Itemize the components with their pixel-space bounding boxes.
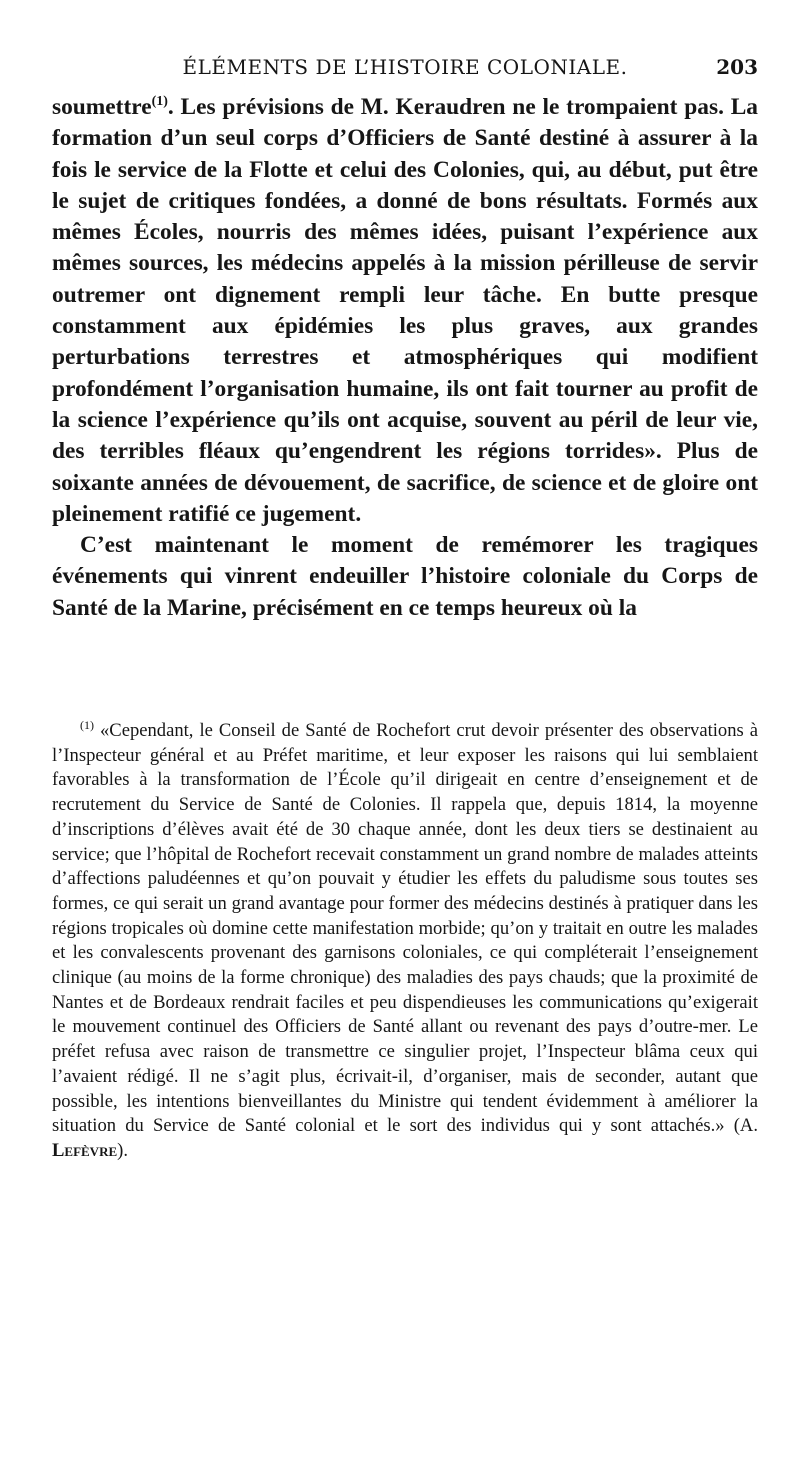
paragraph-1-start: soumettre <box>52 94 152 120</box>
running-head <box>52 52 758 82</box>
main-text <box>52 92 758 624</box>
footnote-1-author: Lefèvre <box>52 1139 118 1161</box>
footnote-1-marker: (1) <box>80 717 94 732</box>
footnote-1-text: «Cependant, le Conseil de Santé de Rochefort crut devoir présenter des observations à l’Inspecteur général et au Préfet maritime, et leur exposer les raisons qui lui semblaient favorables à la transformation de l’École qu’il dirigeait en centre d’enseignement et de recrutement du Service de Santé de Colonies. Il rappela que, depuis 1814, la moyenne d’inscriptions d’élèves avait été de 30 chaque année, dont les deux tiers se destinaient au service; que l’hôpital de Rochefort recevait constamment un grand nombre de malades atteints d’affections paludéennes et qu’on pouvait y étudier les effets du paludisme sous toutes ses formes, ce qui serait un grand avantage pour former des médecins destinés à pratiquer dans les régions tropicales où domine cette manifestation morbide; qu’on y traitait en outre les malades et les convalescents provenant des garnisons coloniales, ce qui compléterait l’enseignement clinique (au moins de la forme chronique) des maladies des pays chauds; que la proximité de Nantes et de Bordeaux rendrait faciles et peu dispendieuses les communications qu’exigerait le mouvement continuel des Officiers de Santé allant ou revenant des pays d’outre-mer. Le préfet refusa avec raison de transmettre ce singulier projet, l’Inspecteur blâma ceux qui l’avaient rédigé. Il ne s’agit plus, écrivait-il, d’organiser, mais de seconder, autant que possible, les intentions bienveillantes du Ministre qui tendent évidemment à améliorer la situation du Service de Santé colonial et le sort des individus qui y sont attachés.» (A. <box>52 720 758 1137</box>
paragraph-1-text: . Les prévisions de M. Keraudren ne le trompaient pas. La formation d’un seul corps d’Officiers de Santé destiné à assurer à la fois le service de la Flotte et celui des Colonies, qui, au début, put être le sujet de critiques fondées, a donné de bons résultats. Formés aux mêmes Écoles, nourris des mêmes idées, puisant l’expérience aux mêmes sources, les médecins appelés à la mission périlleuse de servir outremer ont dignement rempli leur tâche. En butte presque constamment aux épidémies les plus graves, aux grandes perturbations terrestres et atmosphériques qui modifient profondément l’organisation humaine, ils ont fait tourner au profit de la science l’expérience qu’ils ont acquise, souvent au péril de leur vie, des terribles fléaux qu’engendrent les régions torrides». Plus de soixante années de dévouement, de sacrifice, de science et de gloire ont pleinement ratifié ce jugement. <box>52 94 758 527</box>
running-title: ÉLÉMENTS DE L’HISTOIRE COLONIALE. <box>182 55 628 79</box>
footnote-1-end: ). <box>117 1139 128 1161</box>
footnotes <box>52 719 758 1164</box>
paragraph-2: C’est maintenant le moment de remémorer les tragiques événements qui vinrent endeuiller l’histoire coloniale du Corps de Santé de la Marine, précisément en ce temps heureux où la <box>52 532 758 621</box>
paragraph-1 <box>52 92 758 530</box>
footnote-ref-1: (1) <box>151 94 168 110</box>
page-number: 203 <box>716 55 758 79</box>
footnote-1 <box>52 719 758 1164</box>
